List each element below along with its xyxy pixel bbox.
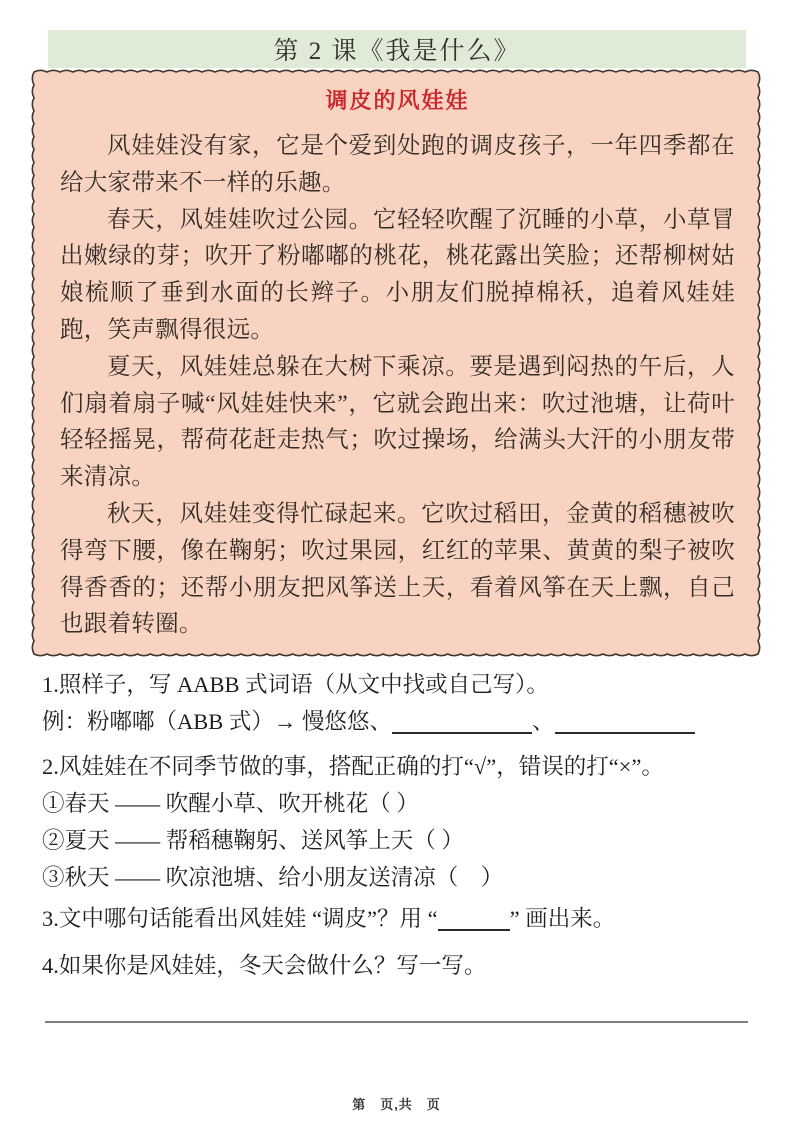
passage-content (30, 68, 762, 658)
question-1-prompt: 1.照样子，写 AABB 式词语（从文中找或自己写）。 (42, 672, 549, 697)
question-1-example-line (42, 703, 754, 740)
answer-blank-underline (438, 907, 510, 932)
question-2-item-autumn: ③秋天 —— 吹凉池塘、给小朋友送清凉（ ） (42, 865, 504, 890)
list-separator: 、 (532, 709, 555, 734)
lesson-header-bar (48, 30, 746, 68)
passage-paragraph: 夏天，风娃娃总躲在大树下乘凉。要是遇到闷热的午后，人们扇着扇子喊“风娃娃快来”，它就会跑出来：吹过池塘，让荷叶轻轻摇晃，帮荷花赶走热气；吹过操场，给满头大汗的小朋友带来清凉。 (60, 353, 735, 491)
answer-blank-2 (555, 710, 695, 735)
page-number-footer: 第 页,共 页 (352, 1097, 441, 1112)
answer-blank-1 (392, 710, 532, 735)
question-2-prompt: 2.风娃娃在不同季节做的事，搭配正确的打“√”，错误的打“×”。 (42, 754, 664, 779)
passage-box (30, 68, 762, 658)
question-2-item-spring: ①春天 —— 吹醒小草、吹开桃花（ ） (42, 791, 419, 816)
question-4-prompt: 4.如果你是风娃娃，冬天会做什么？写一写。 (42, 953, 487, 978)
question-2-item-summer: ②夏天 —— 帮稻穗鞠躬、送风筝上天（ ） (42, 828, 464, 853)
example-prefix: 例：粉嘟嘟（ABB 式）→ 慢悠悠、 (42, 709, 393, 734)
questions-section (42, 666, 754, 984)
question-3-prefix: 3.文中哪句话能看出风娃娃 “调皮”？用 “ (42, 906, 438, 931)
passage-paragraph: 风娃娃没有家，它是个爱到处跑的调皮孩子，一年四季都在给大家带来不一样的乐趣。 (60, 133, 735, 196)
passage-paragraph: 秋天，风娃娃变得忙碌起来。它吹过稻田，金黄的稻穗被吹得弯下腰，像在鞠躬；吹过果园，红红的苹果、黄黄的梨子被吹得香香的；还帮小朋友把风筝送上天，看着风筝在天上飘，自己也跟着转圈。 (60, 500, 735, 638)
passage-paragraph: 春天，风娃娃吹过公园。它轻轻吹醒了沉睡的小草，小草冒出嫩绿的芽；吹开了粉嘟嘟的桃花，桃花露出笑脸；还帮柳树姑娘梳顺了垂到水面的长辫子。小朋友们脱掉棉袄，追着风娃娃跑，笑声飘得很远。 (60, 206, 735, 343)
question-3-suffix: ” 画出来。 (509, 906, 616, 931)
lesson-title: 第 2 课《我是什么》 (273, 38, 521, 65)
question-3-prompt (42, 900, 754, 937)
footer-divider (45, 1021, 748, 1023)
passage-title: 调皮的风娃娃 (325, 88, 470, 113)
